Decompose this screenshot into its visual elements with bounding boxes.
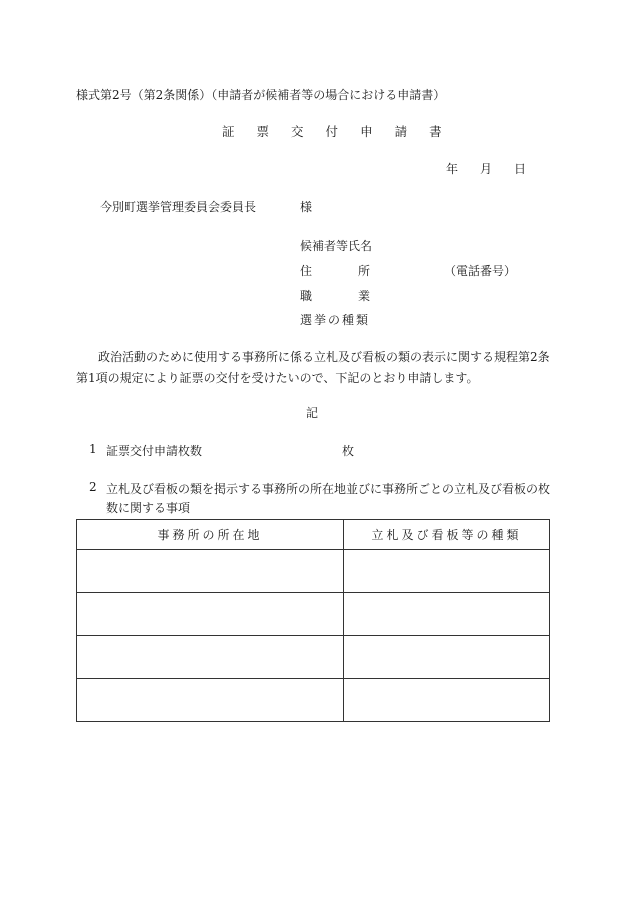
date-line bbox=[446, 160, 526, 177]
item1-number: 1 bbox=[89, 442, 97, 456]
cell-sign-type[interactable] bbox=[344, 679, 550, 722]
item2-text: 立札及び看板の類を掲示する事務所の所在地並びに事務所ごとの立札及び看板の枚数に関する事項 bbox=[106, 482, 551, 515]
election-type-label: 選挙の種類 bbox=[300, 313, 371, 327]
table-row bbox=[77, 550, 550, 593]
cell-office-location[interactable] bbox=[77, 679, 344, 722]
table-row bbox=[77, 679, 550, 722]
table-row bbox=[77, 593, 550, 636]
applicant-name-label: 候補者等氏名 bbox=[300, 239, 373, 253]
cell-office-location[interactable] bbox=[77, 593, 344, 636]
title-char: 票 bbox=[256, 124, 270, 139]
form-number: 様式第2号（第2条関係）（申請者が候補者等の場合における申請書） bbox=[76, 88, 446, 102]
honorific: 様 bbox=[300, 200, 313, 214]
document-title bbox=[222, 122, 442, 140]
ki-heading: 記 bbox=[306, 406, 319, 420]
title-char: 書 bbox=[429, 124, 442, 139]
phone-label: （電話番号） bbox=[444, 264, 517, 278]
occupation-label-part2: 業 bbox=[358, 289, 371, 303]
table-row bbox=[77, 636, 550, 679]
date-day: 日 bbox=[514, 162, 527, 176]
item1-unit: 枚 bbox=[342, 444, 355, 458]
date-year: 年 bbox=[446, 162, 459, 176]
title-char: 申 bbox=[360, 124, 373, 139]
cell-office-location[interactable] bbox=[77, 636, 344, 679]
cell-sign-type[interactable] bbox=[344, 636, 550, 679]
addressee: 今別町選挙管理委員会委員長 bbox=[100, 200, 257, 214]
title-char: 証 bbox=[222, 124, 235, 139]
header-sign-type: 立札及び看板等の種類 bbox=[344, 520, 550, 550]
occupation-label-part1: 職 bbox=[300, 289, 313, 303]
address-label-part2: 所 bbox=[358, 264, 371, 278]
date-month: 月 bbox=[480, 162, 493, 176]
cell-sign-type[interactable] bbox=[344, 593, 550, 636]
item2-number: 2 bbox=[89, 480, 97, 494]
office-table bbox=[76, 519, 550, 722]
cell-office-location[interactable] bbox=[77, 550, 344, 593]
title-char: 請 bbox=[394, 124, 408, 139]
title-char: 交 bbox=[291, 124, 304, 139]
table-header-row bbox=[77, 520, 550, 550]
header-office-location: 事務所の所在地 bbox=[77, 520, 344, 550]
application-statement: 政治活動のために使用する事務所に係る立札及び看板の類の表示に関する規程第2条第1項の規定により証票の交付を受けたいので、下記のとおり申請します。 bbox=[76, 350, 550, 385]
item1-text: 証票交付申請枚数 bbox=[106, 444, 203, 458]
title-char: 付 bbox=[325, 124, 339, 139]
cell-sign-type[interactable] bbox=[344, 550, 550, 593]
address-label-part1: 住 bbox=[300, 264, 313, 278]
